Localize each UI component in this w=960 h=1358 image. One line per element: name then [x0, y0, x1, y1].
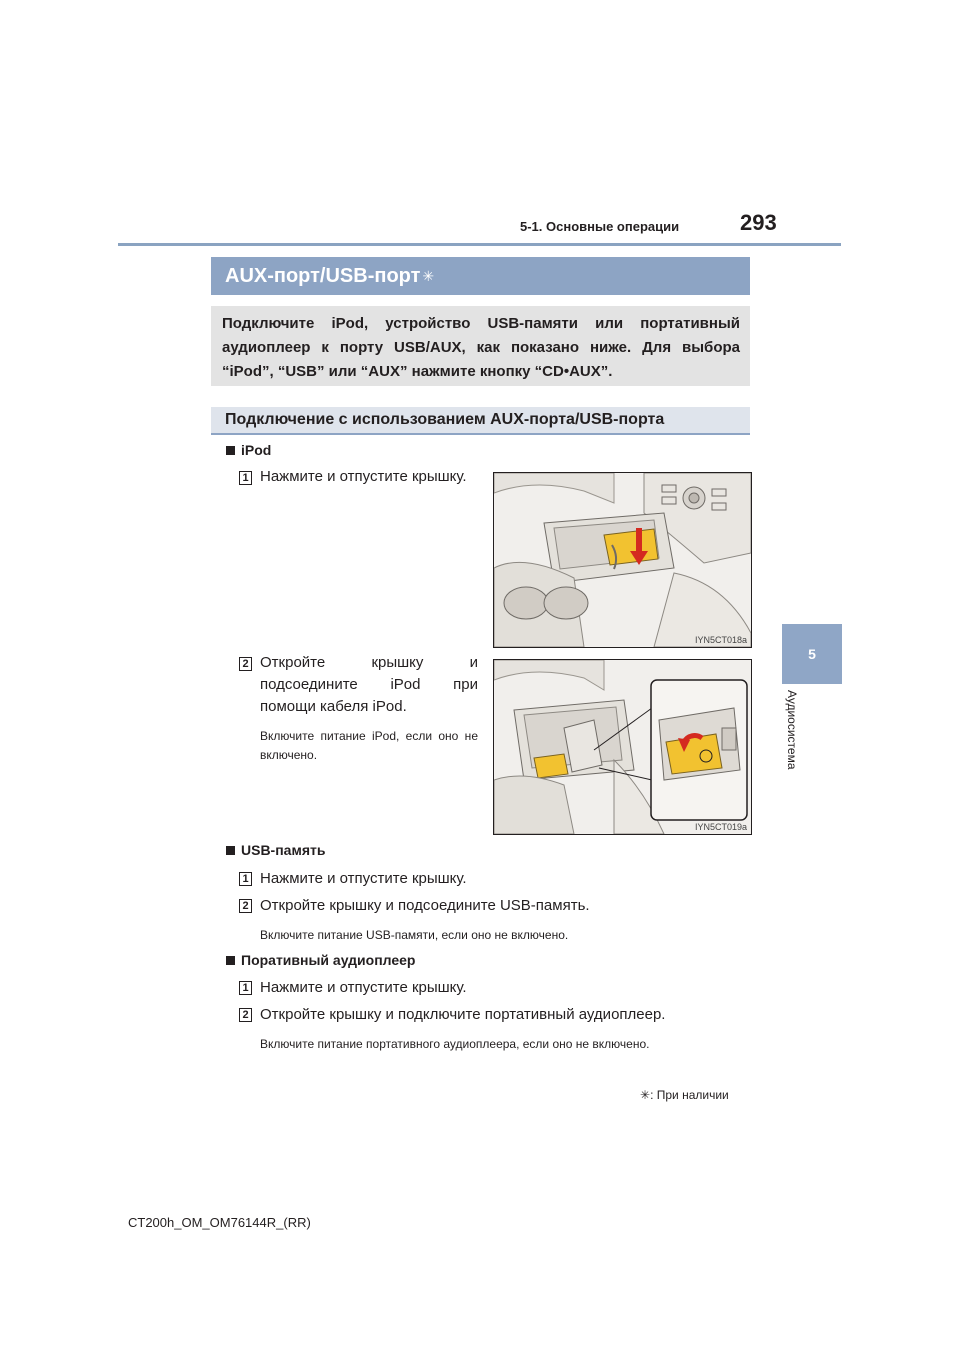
asterisk-icon: ✳ — [640, 1088, 651, 1102]
footer-doc-id: CT200h_OM_OM76144R_(RR) — [128, 1215, 311, 1230]
step-number-badge: 2 — [239, 657, 252, 671]
ipod-heading-text: iPod — [241, 442, 272, 458]
usb-heading-text: USB-память — [241, 842, 326, 858]
portable-note: Включите питание портативного аудиоплеера, если оно не включено. — [260, 1037, 650, 1051]
portable-heading — [226, 952, 416, 968]
illustration-press-cover — [493, 472, 752, 648]
usb-note: Включите питание USB-памяти, если оно не включено. — [260, 928, 569, 942]
page-title — [211, 257, 750, 295]
portable-heading-text: Поративный аудиоплеер — [241, 952, 416, 968]
bullet-square-icon — [226, 846, 235, 855]
portable-step-1-text: Нажмите и отпустите крышку. — [260, 979, 467, 996]
console-drawing-1 — [494, 473, 751, 647]
footnote — [640, 1088, 729, 1102]
ipod-step-1-text: Нажмите и отпустите крышку. — [260, 468, 467, 485]
page-title-text: AUX-порт/USB-порт — [225, 264, 421, 287]
step-number-badge: 1 — [239, 471, 252, 485]
usb-heading — [226, 842, 325, 858]
image-id: IYN5CT018a — [694, 635, 747, 645]
ipod-step-2-text: Откройте крышку и подсоедините iPod при помощи кабеля iPod. — [260, 654, 478, 715]
chapter-tab — [782, 624, 842, 684]
console-drawing-2 — [494, 660, 751, 834]
section-header: 5-1. Основные операции — [520, 219, 680, 234]
usb-step-2-text: Откройте крышку и подсоедините USB-память. — [260, 897, 590, 914]
portable-step-2-text: Откройте крышку и подключите портативный аудиоплеер. — [260, 1006, 666, 1023]
chapter-label: Аудиосистема — [785, 690, 799, 770]
optional-asterisk: ✳ — [422, 267, 435, 284]
usb-step-1-text: Нажмите и отпустите крышку. — [260, 870, 467, 887]
image-id: IYN5CT019a — [694, 822, 747, 832]
step-number-badge: 2 — [239, 899, 252, 913]
bullet-square-icon — [226, 956, 235, 965]
step-number-badge: 2 — [239, 1008, 252, 1022]
header-divider — [118, 243, 841, 246]
intro-box: Подключите iPod, устройство USB-памяти или портативный аудиоплеер к порту USB/AUX, как показано ниже. Для выбора “iPod”, “USB” или “AUX” нажмите кнопку “CD•AUX”. — [211, 306, 750, 386]
page-number: 293 — [740, 210, 777, 235]
bullet-square-icon — [226, 446, 235, 455]
ipod-note: Включите питание iPod, если оно не включено. — [260, 729, 478, 762]
illustration-connect-ipod — [493, 659, 752, 835]
subsection-heading: Подключение с использованием AUX-порта/USB-порта — [211, 407, 750, 435]
chapter-number: 5 — [808, 646, 816, 662]
step-number-badge: 1 — [239, 872, 252, 886]
step-number-badge: 1 — [239, 981, 252, 995]
ipod-heading — [226, 442, 271, 458]
footnote-text: : При наличии — [650, 1088, 729, 1102]
